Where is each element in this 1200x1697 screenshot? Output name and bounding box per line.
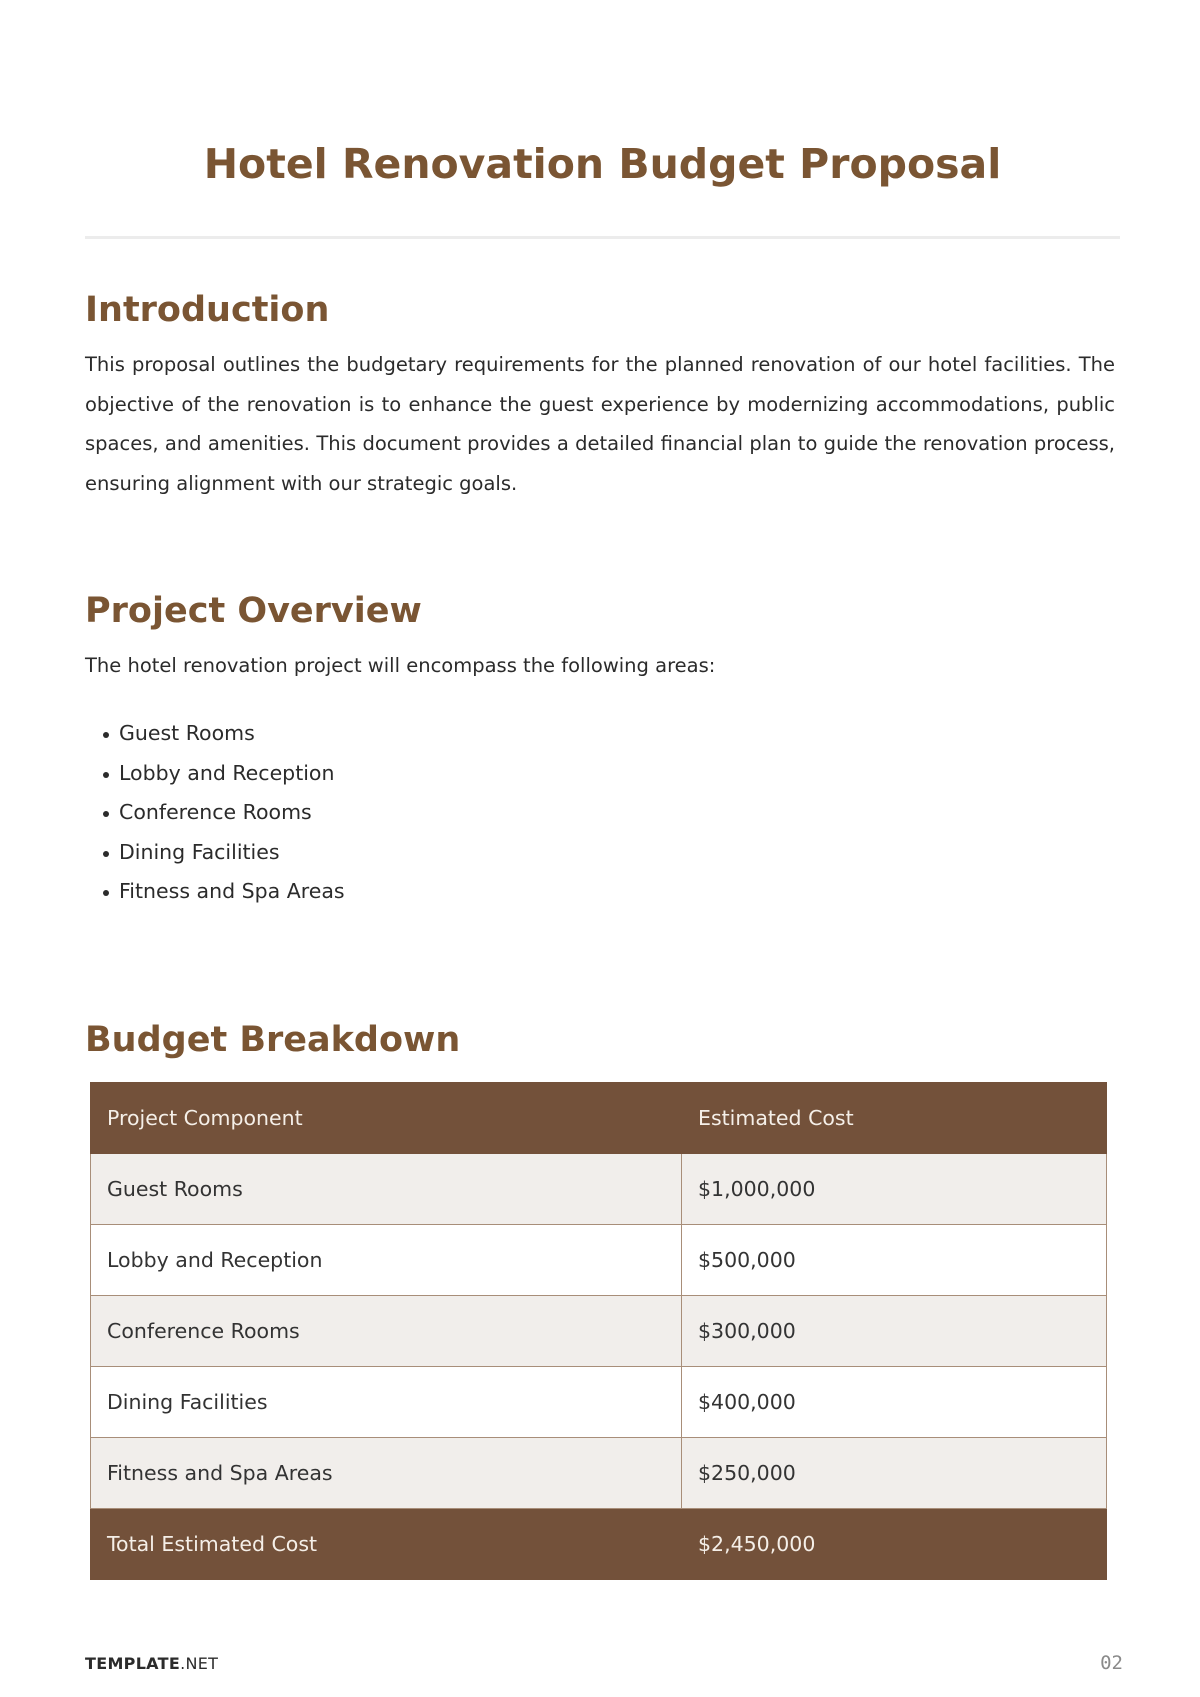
- total-label-cell: Total Estimated Cost: [91, 1509, 682, 1580]
- list-item: Dining Facilities: [100, 833, 345, 873]
- list-item: Lobby and Reception: [100, 754, 345, 794]
- footer-brand-logo: [85, 1654, 218, 1673]
- introduction-heading: Introduction: [85, 290, 330, 330]
- budget-table: [90, 1082, 1107, 1580]
- title-divider: [85, 236, 1120, 239]
- budget-breakdown-heading: Budget Breakdown: [85, 1020, 461, 1060]
- column-header-cost: Estimated Cost: [682, 1083, 1107, 1154]
- cost-cell: $400,000: [682, 1367, 1107, 1438]
- brand-suffix: .NET: [180, 1654, 219, 1673]
- component-cell: Lobby and Reception: [91, 1225, 682, 1296]
- cost-cell: $1,000,000: [682, 1154, 1107, 1225]
- table-row: [91, 1438, 1107, 1509]
- table-row: [91, 1154, 1107, 1225]
- list-item: Conference Rooms: [100, 793, 345, 833]
- column-header-component: Project Component: [91, 1083, 682, 1154]
- table-total-row: [91, 1509, 1107, 1580]
- cost-cell: $500,000: [682, 1225, 1107, 1296]
- table-row: [91, 1367, 1107, 1438]
- table-row: [91, 1225, 1107, 1296]
- component-cell: Conference Rooms: [91, 1296, 682, 1367]
- renovation-areas-list: [100, 714, 345, 912]
- cost-cell: $300,000: [682, 1296, 1107, 1367]
- list-item: Guest Rooms: [100, 714, 345, 754]
- introduction-paragraph: This proposal outlines the budgetary requirements for the planned renovation of our hotel facilities. The objective of the renovation is to enhance the guest experience by modernizing accommodations, public spaces, and amenities. This document provides a detailed financial plan to guide the renovation process, ensuring alignment with our strategic goals.: [85, 353, 1115, 495]
- table-header-row: [91, 1083, 1107, 1154]
- component-cell: Fitness and Spa Areas: [91, 1438, 682, 1509]
- page-number: 02: [1100, 1652, 1123, 1674]
- total-cost-cell: $2,450,000: [682, 1509, 1107, 1580]
- component-cell: Dining Facilities: [91, 1367, 682, 1438]
- list-item: Fitness and Spa Areas: [100, 872, 345, 912]
- component-cell: Guest Rooms: [91, 1154, 682, 1225]
- brand-name: TEMPLATE: [85, 1654, 181, 1673]
- project-overview-lead: The hotel renovation project will encompass the following areas:: [85, 654, 716, 677]
- cost-cell: $250,000: [682, 1438, 1107, 1509]
- table-row: [91, 1296, 1107, 1367]
- project-overview-heading: Project Overview: [85, 591, 422, 631]
- document-title: Hotel Renovation Budget Proposal: [203, 140, 1002, 188]
